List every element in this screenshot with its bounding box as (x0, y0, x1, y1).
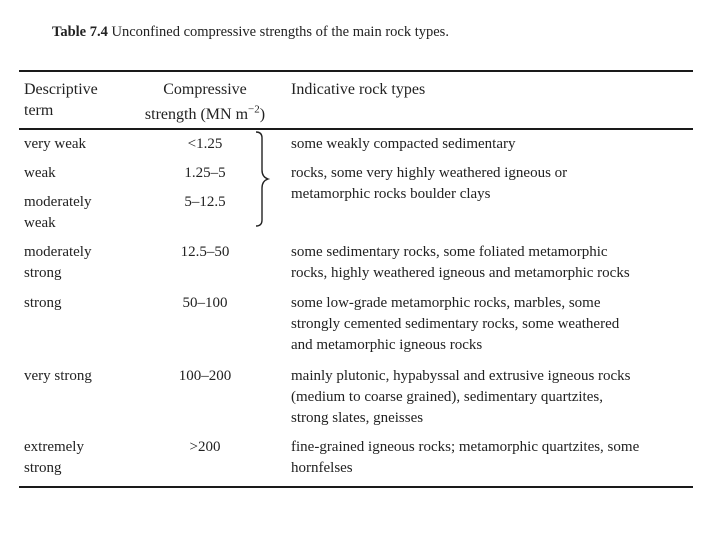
row-term-line: moderately (24, 244, 92, 260)
row-rock-types-line: mainly plutonic, hypabyssal and extrusive igneous rocks (291, 368, 631, 384)
row-strength: 100–200 (178, 368, 232, 384)
row-term (24, 437, 142, 479)
table-bottom-rule (19, 486, 693, 488)
header-descriptive-term (24, 79, 142, 121)
row-rock-types (291, 163, 691, 205)
row-strength: 12.5–50 (180, 244, 230, 260)
header-compressive-strength (140, 79, 270, 125)
row-rock-types-line: rocks, some very highly weathered igneous or (291, 165, 568, 181)
row-term (24, 293, 142, 314)
row-term (24, 242, 142, 284)
row-term-line: strong (24, 265, 62, 281)
row-strength: 5–12.5 (184, 194, 226, 210)
row-rock-types-line: some sedimentary rocks, some foliated metamorphic (291, 244, 608, 260)
row-term (24, 192, 142, 234)
row-strength: 50–100 (182, 295, 228, 311)
row-rock-types-line: strong slates, gneisses (291, 410, 424, 426)
row-term-line: weak (24, 215, 56, 231)
row-rock-types (291, 437, 691, 479)
grouping-brace (253, 131, 271, 227)
row-term-line: very strong (24, 368, 92, 384)
row-term-line: moderately (24, 194, 92, 210)
table-caption (52, 24, 449, 41)
row-term (24, 134, 142, 155)
row-rock-types-line: fine-grained igneous rocks; metamorphic quartzites, some (291, 439, 640, 455)
row-strength: 1.25–5 (184, 165, 226, 181)
row-rock-types-line: rocks, highly weathered igneous and metamorphic rocks (291, 265, 630, 281)
row-strength: >200 (189, 439, 221, 455)
header-descriptive-line1: Descriptive (24, 81, 98, 98)
row-rock-types-line: hornfelses (291, 460, 353, 476)
header-strength-line1: Compressive (163, 81, 247, 98)
row-rock-types-line: and metamorphic igneous rocks (291, 337, 483, 353)
row-term-line: extremely (24, 439, 84, 455)
header-descriptive-line2: term (24, 102, 54, 119)
row-rock-types (291, 242, 691, 284)
row-term-line: very weak (24, 136, 87, 152)
table-top-rule (19, 70, 693, 72)
table-title: Unconfined compressive strengths of the main rock types. (111, 24, 449, 40)
row-rock-types (291, 366, 691, 429)
row-term-line: weak (24, 165, 56, 181)
row-strength: <1.25 (187, 136, 223, 152)
row-term-line: strong (24, 295, 62, 311)
row-term (24, 163, 142, 184)
table-number: Table 7.4 (52, 24, 108, 40)
row-term-line: strong (24, 460, 62, 476)
row-rock-types-line: strongly cemented sedimentary rocks, some weathered (291, 316, 620, 332)
row-rock-types-line: (medium to coarse grained), sedimentary quartzites, (291, 389, 603, 405)
row-term (24, 366, 142, 387)
row-rock-types-line: metamorphic rocks boulder clays (291, 186, 491, 202)
row-rock-types-line: some weakly compacted sedimentary (291, 136, 516, 152)
row-rock-types-line: some low-grade metamorphic rocks, marbles, some (291, 295, 601, 311)
row-rock-types (291, 293, 691, 356)
header-rule (19, 128, 693, 130)
header-indicative-rock-types: Indicative rock types (291, 81, 426, 98)
header-strength-line2: strength (MN $m^{-2}$) (144, 104, 266, 124)
row-rock-types (291, 134, 691, 155)
